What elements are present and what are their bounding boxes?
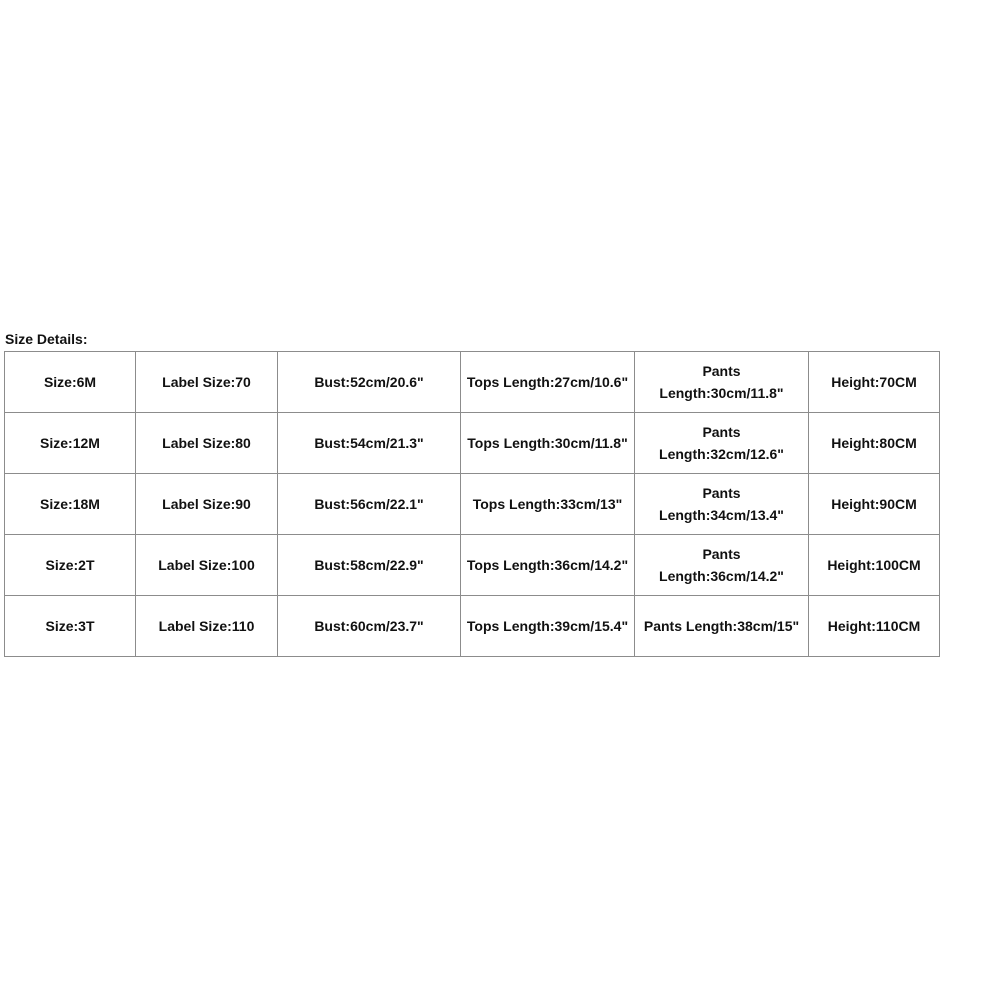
table-row: [5, 596, 940, 657]
pants-length-cell: [635, 413, 809, 474]
pants-length-cell: [635, 596, 809, 657]
pants-length-cell: [635, 535, 809, 596]
label-size-cell: [136, 474, 278, 535]
height-cell: [809, 474, 940, 535]
bust-value: Bust:58cm/22.9": [314, 557, 424, 573]
size-cell: [5, 596, 136, 657]
height-cell: [809, 413, 940, 474]
table-row: [5, 413, 940, 474]
size-table: [4, 351, 940, 657]
height-cell: [809, 596, 940, 657]
tops-length-value: Tops Length:27cm/10.6": [466, 374, 629, 390]
bust-cell: [278, 474, 461, 535]
pants-length-value: Pants Length:30cm/11.8": [659, 363, 784, 401]
label-size-cell: [136, 596, 278, 657]
size-value: Size:2T: [45, 557, 95, 573]
bust-value: Bust:52cm/20.6": [314, 374, 424, 390]
tops-length-cell: [461, 352, 635, 413]
tops-length-cell: [461, 413, 635, 474]
label-size-value: Label Size:80: [162, 435, 251, 451]
size-value: Size:18M: [40, 496, 100, 512]
pants-length-value: Pants Length:34cm/13.4": [659, 485, 784, 523]
height-value: Height:100CM: [827, 557, 921, 573]
label-size-value: Label Size:70: [162, 374, 251, 390]
size-value: Size:12M: [40, 435, 100, 451]
bust-cell: [278, 535, 461, 596]
label-size-value: Label Size:110: [158, 618, 255, 634]
table-row: [5, 352, 940, 413]
tops-length-cell: [461, 596, 635, 657]
bust-value: Bust:54cm/21.3": [314, 435, 424, 451]
bust-cell: [278, 352, 461, 413]
label-size-value: Label Size:100: [158, 557, 255, 573]
label-size-value: Label Size:90: [162, 496, 251, 512]
table-row: [5, 535, 940, 596]
table-row: [5, 474, 940, 535]
bust-cell: [278, 596, 461, 657]
size-value: Size:3T: [45, 618, 95, 634]
bust-value: Bust:56cm/22.1": [314, 496, 424, 512]
tops-length-cell: [461, 474, 635, 535]
height-cell: [809, 535, 940, 596]
bust-cell: [278, 413, 461, 474]
bust-value: Bust:60cm/23.7": [314, 618, 424, 634]
size-cell: [5, 474, 136, 535]
height-value: Height:80CM: [831, 435, 917, 451]
height-value: Height:90CM: [831, 496, 917, 512]
tops-length-value: Tops Length:36cm/14.2": [466, 557, 629, 573]
size-cell: [5, 413, 136, 474]
height-cell: [809, 352, 940, 413]
pants-length-cell: [635, 474, 809, 535]
size-cell: [5, 535, 136, 596]
size-details-heading: Size Details:: [5, 331, 88, 347]
pants-length-value: Pants Length:38cm/15": [643, 618, 800, 634]
height-value: Height:70CM: [831, 374, 917, 390]
pants-length-value: Pants Length:32cm/12.6": [659, 424, 784, 462]
label-size-cell: [136, 535, 278, 596]
size-value: Size:6M: [43, 374, 97, 390]
tops-length-value: Tops Length:39cm/15.4": [466, 618, 629, 634]
pants-length-value: Pants Length:36cm/14.2": [659, 546, 784, 584]
pants-length-cell: [635, 352, 809, 413]
height-value: Height:110CM: [827, 618, 921, 634]
tops-length-cell: [461, 535, 635, 596]
tops-length-value: Tops Length:30cm/11.8": [467, 435, 628, 451]
label-size-cell: [136, 413, 278, 474]
size-cell: [5, 352, 136, 413]
tops-length-value: Tops Length:33cm/13": [472, 496, 623, 512]
label-size-cell: [136, 352, 278, 413]
